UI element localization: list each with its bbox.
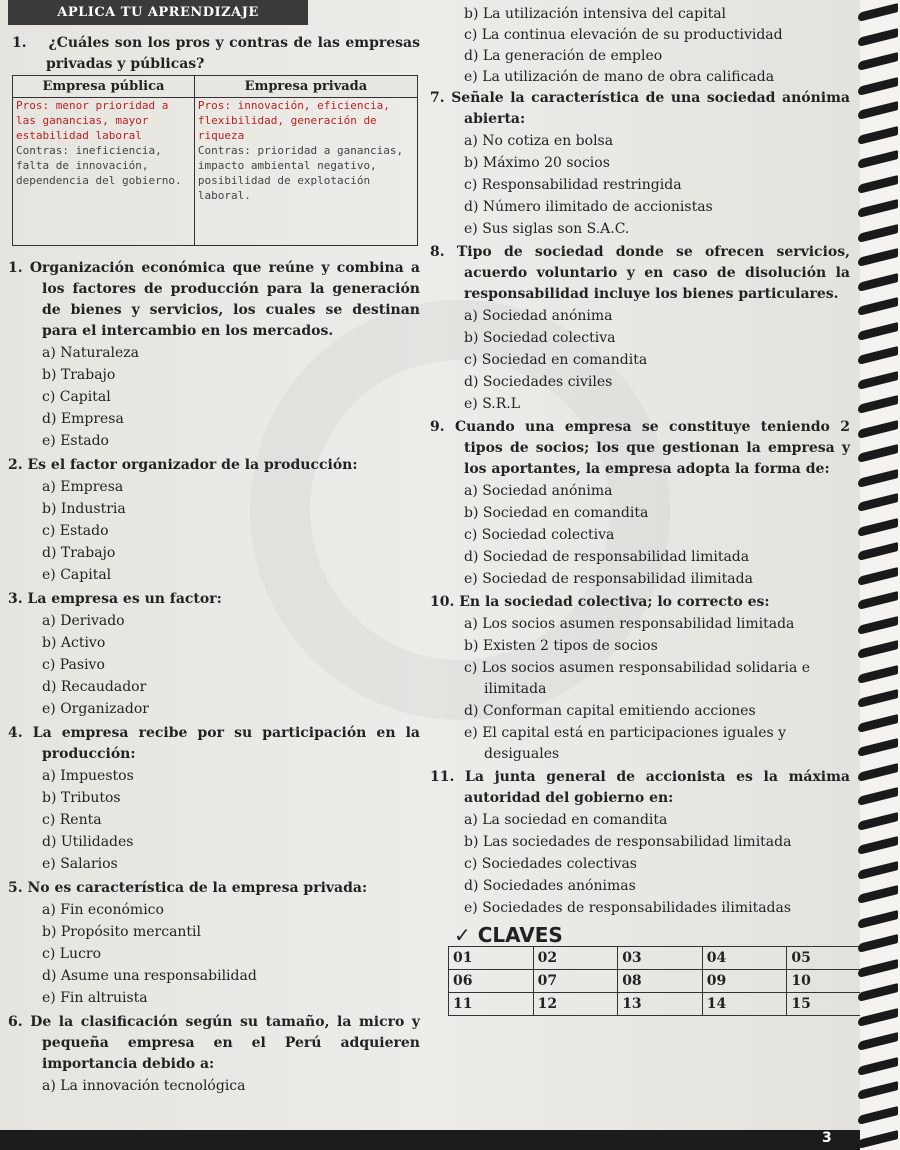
right-column (430, 0, 850, 1016)
answer-option: d) Empresa (42, 411, 124, 427)
question-text: Es el factor organizador de la producción: (27, 457, 358, 473)
claves-row (449, 947, 872, 970)
answer-option: a) Impuestos (42, 768, 134, 784)
answer-key-table (448, 946, 872, 1016)
answer-option: d) Conforman capital emitiendo acciones (464, 703, 756, 719)
question-number: 11. (430, 769, 455, 785)
public-company-cell (13, 98, 195, 246)
answer-option: d) Sociedades anónimas (464, 878, 636, 894)
answer-option: e) Capital (42, 567, 112, 583)
answer-option: d) Utilidades (42, 834, 134, 850)
answer-option: d) Asume una responsabilidad (42, 968, 257, 984)
spiral-ring (858, 885, 898, 904)
question-number: 9. (430, 419, 445, 435)
spiral-ring (858, 836, 898, 855)
private-contras: Contras: prioridad a ganancias, impacto ambiental negativo, posibilidad de explotación laboral. (197, 144, 404, 202)
answer-option: a) Sociedad anónima (464, 308, 613, 324)
question-number: 6. (8, 1014, 23, 1030)
question (8, 1012, 420, 1075)
claves-row (449, 993, 872, 1016)
right-questions (430, 88, 850, 919)
spiral-ring (858, 959, 898, 978)
private-company-cell (194, 98, 417, 246)
answer-option: d) La generación de empleo (464, 48, 663, 64)
spiral-ring (858, 28, 898, 47)
answer-option: a) Fin económico (42, 902, 164, 918)
answer-option: e) El capital está en participaciones iguales y desiguales (464, 725, 787, 762)
spiral-ring (858, 297, 898, 316)
spiral-ring (858, 1032, 898, 1051)
answer-option: e) La utilización de mano de obra calificada (464, 69, 775, 85)
claves-cell: 10 (787, 970, 872, 993)
claves-cell: 01 (449, 947, 534, 970)
spiral-ring (858, 591, 898, 610)
spiral-ring (858, 714, 898, 733)
answer-option: b) Activo (42, 635, 106, 651)
spiral-ring (858, 518, 898, 537)
question-number: 10. (430, 594, 455, 610)
answer-option: d) Trabajo (42, 545, 116, 561)
claves-cell: 08 (618, 970, 703, 993)
spiral-ring (858, 983, 898, 1002)
question-text: Tipo de sociedad donde se ofrecen servicios, acuerdo voluntario y en caso de disolución la responsabilidad incluye los bienes particulares. (456, 244, 850, 302)
intro-question-text: ¿Cuáles son los pros y contras de las empresas privadas y públicas? (46, 35, 421, 72)
claves-cell: 13 (618, 993, 703, 1016)
answer-option: b) Las sociedades de responsabilidad limitada (464, 834, 792, 850)
question (430, 417, 850, 480)
spiral-ring (858, 101, 898, 120)
answer-option: d) Recaudador (42, 679, 147, 695)
answer-option: d) Número ilimitado de accionistas (464, 199, 713, 215)
question-number: 4. (8, 725, 23, 741)
question-text: La junta general de accionista es la máxima autoridad del gobierno en: (464, 769, 851, 806)
spiral-ring (858, 493, 898, 512)
question (8, 589, 420, 610)
section-banner: APLICA TU APRENDIZAJE (8, 0, 308, 25)
answer-option: a) Derivado (42, 613, 125, 629)
question (430, 767, 850, 809)
answer-option: a) No cotiza en bolsa (464, 133, 614, 149)
answer-option: c) Sociedad en comandita (464, 352, 648, 368)
claves-cell: 06 (449, 970, 534, 993)
spiral-ring (858, 3, 898, 22)
claves-cell: 09 (702, 970, 787, 993)
left-questions (8, 258, 420, 1097)
answer-option: e) Estado (42, 433, 109, 449)
question-text: No es característica de la empresa privada: (27, 880, 368, 896)
answer-option: c) Los socios asumen responsabilidad solidaria e ilimitada (464, 660, 811, 697)
spiral-ring (858, 420, 898, 439)
spiral-ring (858, 542, 898, 561)
spiral-ring (858, 273, 898, 292)
spiral-ring (858, 665, 898, 684)
question (430, 242, 850, 305)
answer-option: b) Trabajo (42, 367, 116, 383)
spiral-ring (858, 52, 898, 71)
spiral-ring (858, 248, 898, 267)
public-contras: Contras: ineficiencia, falta de innovación, dependencia del gobierno. (16, 144, 182, 187)
answer-option: c) Sociedad colectiva (464, 527, 615, 543)
table-header-public: Empresa pública (13, 76, 195, 98)
question-number: 2. (8, 457, 23, 473)
question-text: En la sociedad colectiva; lo correcto es: (459, 594, 770, 610)
question-text: De la clasificación según su tamaño, la micro y pequeña empresa en el Perú adquieren importancia debido a: (30, 1014, 420, 1072)
public-pros: Pros: menor prioridad a las ganancias, mayor estabilidad laboral (16, 99, 169, 142)
question-number: 5. (8, 880, 23, 896)
spiral-ring (858, 346, 898, 365)
spiral-ring (858, 567, 898, 586)
answer-option: d) Sociedades civiles (464, 374, 613, 390)
spiral-ring (858, 1057, 898, 1076)
spiral-ring (858, 1008, 898, 1027)
spiral-ring (858, 371, 898, 390)
spiral-ring (858, 150, 898, 169)
question-number: 1. (8, 260, 23, 276)
answer-option: b) Industria (42, 501, 126, 517)
spiral-ring (858, 910, 898, 929)
intro-question-number: 1. (12, 35, 27, 51)
spiral-ring (858, 395, 898, 414)
question (8, 723, 420, 765)
answer-option: b) Sociedad en comandita (464, 505, 649, 521)
spiral-ring (858, 322, 898, 341)
question-text: Cuando una empresa se constituye teniendo 2 tipos de socios; los que gestionan la empresa y los aportantes, la empresa adopta la forma de: (454, 419, 850, 477)
spiral-ring (858, 126, 898, 145)
answer-option: e) Sociedad de responsabilidad ilimitada (464, 571, 753, 587)
spiral-ring (858, 1130, 898, 1149)
answer-option: b) Máximo 20 socios (464, 155, 610, 171)
table-header-private: Empresa privada (194, 76, 417, 98)
claves-cell: 11 (449, 993, 534, 1016)
answer-option: e) S.R.L (464, 396, 521, 412)
answer-option: c) La continua elevación de su productividad (464, 27, 783, 43)
question-number: 3. (8, 591, 23, 607)
claves-row (449, 970, 872, 993)
question-number: 8. (430, 244, 445, 260)
answer-option: c) Renta (42, 812, 102, 828)
spiral-binding (860, 0, 900, 1150)
claves-title (454, 925, 850, 946)
claves-cell: 04 (702, 947, 787, 970)
claves-cell: 07 (533, 970, 618, 993)
answer-option: a) La sociedad en comandita (464, 812, 668, 828)
claves-cell: 03 (618, 947, 703, 970)
claves-cell: 15 (787, 993, 872, 1016)
answer-option: d) Sociedad de responsabilidad limitada (464, 549, 750, 565)
question (8, 258, 420, 342)
answer-option: c) Responsabilidad restringida (464, 177, 682, 193)
spiral-ring (858, 640, 898, 659)
answer-option: b) La utilización intensiva del capital (464, 6, 727, 22)
spiral-ring (858, 812, 898, 831)
answer-option: c) Capital (42, 389, 111, 405)
spiral-ring (858, 787, 898, 806)
intro-question (12, 33, 420, 75)
pros-contras-table (12, 75, 418, 246)
answer-option: c) Estado (42, 523, 109, 539)
answer-option: e) Organizador (42, 701, 149, 717)
question-text: La empresa es un factor: (27, 591, 222, 607)
question (8, 878, 420, 899)
answer-option: c) Sociedades colectivas (464, 856, 637, 872)
spiral-ring (858, 738, 898, 757)
question-6-continued-options (430, 4, 850, 88)
answer-option: b) Propósito mercantil (42, 924, 202, 940)
answer-option: b) Sociedad colectiva (464, 330, 616, 346)
spiral-ring (858, 934, 898, 953)
spiral-ring (858, 763, 898, 782)
question-number: 7. (430, 90, 445, 106)
question (430, 592, 850, 613)
answer-option: a) Los socios asumen responsabilidad limitada (464, 616, 795, 632)
spiral-ring (858, 199, 898, 218)
spiral-ring (858, 689, 898, 708)
answer-option: a) La innovación tecnológica (42, 1078, 246, 1094)
claves-cell: 02 (533, 947, 618, 970)
claves-title-text: CLAVES (477, 923, 563, 947)
question (8, 455, 420, 476)
spiral-ring (858, 444, 898, 463)
answer-option: a) Naturaleza (42, 345, 140, 361)
answer-option: c) Lucro (42, 946, 102, 962)
page-number: 3 (822, 1130, 832, 1146)
spiral-ring (858, 861, 898, 880)
answer-option: b) Existen 2 tipos de socios (464, 638, 658, 654)
spiral-ring (858, 616, 898, 635)
answer-option: e) Salarios (42, 856, 118, 872)
answer-option: a) Sociedad anónima (464, 483, 613, 499)
answer-option: c) Pasivo (42, 657, 105, 673)
answer-option: e) Sus siglas son S.A.C. (464, 221, 630, 237)
claves-cell: 12 (533, 993, 618, 1016)
check-icon: ✓ (454, 923, 478, 947)
spiral-ring (858, 1081, 898, 1100)
question-text: La empresa recibe por su participación en la producción: (32, 725, 421, 762)
question-text: Organización económica que reúne y combina a los factores de producción para la generación de bienes y servicios, los cuales se destinan para el intercambio en los mercados. (29, 260, 420, 339)
footer-bar (0, 1130, 860, 1150)
spiral-ring (858, 175, 898, 194)
spiral-ring (858, 469, 898, 488)
claves-cell: 05 (787, 947, 872, 970)
spiral-ring (858, 1106, 898, 1125)
spiral-ring (858, 77, 898, 96)
left-column (8, 0, 420, 1097)
answer-option: e) Sociedades de responsabilidades ilimitadas (464, 900, 792, 916)
answer-option: a) Empresa (42, 479, 124, 495)
answer-option: e) Fin altruista (42, 990, 148, 1006)
claves-section (430, 925, 850, 1016)
question-text: Señale la característica de una sociedad anónima abierta: (451, 90, 850, 127)
private-pros: Pros: innovación, eficiencia, flexibilidad, generación de riqueza (197, 99, 390, 142)
spiral-ring (858, 224, 898, 243)
answer-option: b) Tributos (42, 790, 121, 806)
question (430, 88, 850, 130)
claves-cell: 14 (702, 993, 787, 1016)
